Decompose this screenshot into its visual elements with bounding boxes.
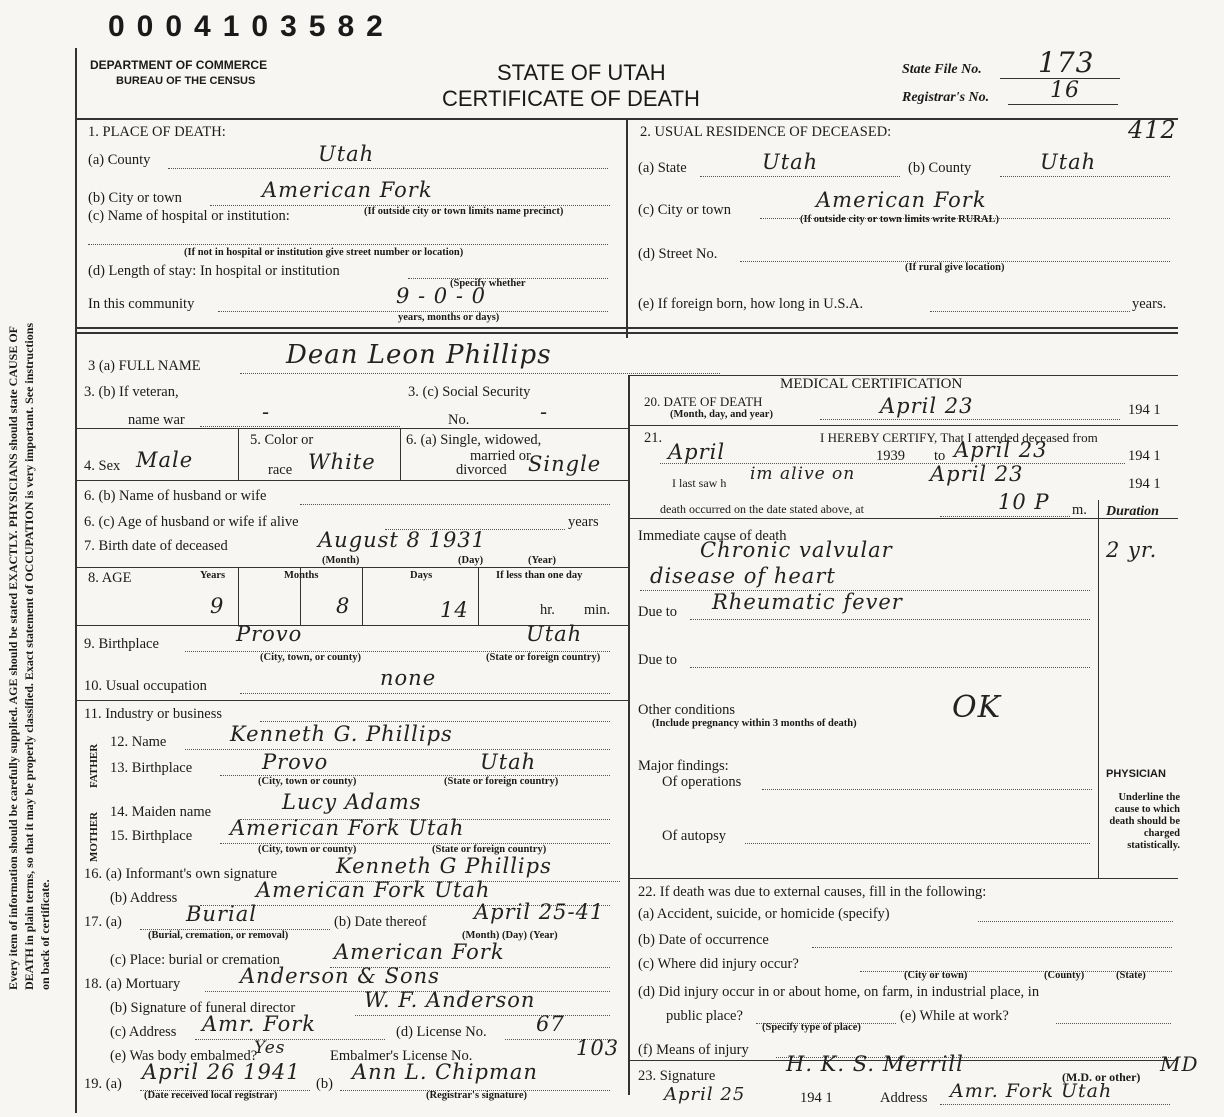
father-side-label: FATHER bbox=[88, 743, 100, 788]
s4-race-value: White bbox=[308, 450, 376, 474]
state-file-label: State File No. bbox=[902, 62, 982, 77]
s4-marital-label-1: 6. (a) Single, widowed, bbox=[406, 432, 542, 448]
s2-heading: 2. USUAL RESIDENCE OF DECEASED: bbox=[640, 124, 892, 140]
s19-label-a: 19. (a) bbox=[84, 1076, 122, 1092]
s4-husband-label: 6. (b) Name of husband or wife bbox=[84, 488, 267, 504]
medical-time-value: 10 P bbox=[998, 490, 1050, 514]
s8-months-hdr: Months bbox=[284, 570, 319, 581]
father-name-label: 12. Name bbox=[110, 734, 167, 750]
medical-duration-value: 2 yr. bbox=[1106, 538, 1158, 562]
s3-ss-label: 3. (c) Social Security bbox=[408, 384, 531, 400]
s18-director-label: (b) Signature of funeral director bbox=[110, 1000, 296, 1016]
s2-city-note: (If outside city or town limits write RURAL) bbox=[800, 214, 999, 225]
s2-corner-value: 412 bbox=[1128, 116, 1177, 144]
s3-ss-no-label: No. bbox=[448, 412, 470, 428]
s22-date-label: (b) Date of occurrence bbox=[638, 932, 769, 948]
s2-county-value: Utah bbox=[1040, 150, 1097, 174]
medical-to-value: April 23 bbox=[954, 438, 1048, 462]
father-bp-label: 13. Birthplace bbox=[110, 760, 193, 776]
medical-from-year: 1939 bbox=[876, 448, 905, 464]
father-bp-state: Utah bbox=[480, 750, 537, 774]
s17-label-a: 17. (a) bbox=[84, 914, 122, 930]
medical-other-label: Other conditions bbox=[638, 702, 736, 718]
s10-occupation-label: 10. Usual occupation bbox=[84, 678, 207, 694]
s2-county-label: (b) County bbox=[908, 160, 972, 176]
medical-date-sub: (Month, day, and year) bbox=[670, 409, 773, 420]
s16-address-label: (b) Address bbox=[110, 890, 178, 906]
medical-other-note: (Include pregnancy within 3 months of death) bbox=[652, 718, 857, 729]
s4-marital-label-2: married or bbox=[470, 448, 531, 464]
s1-county-value: Utah bbox=[318, 142, 375, 166]
medical-heading: MEDICAL CERTIFICATION bbox=[780, 376, 963, 392]
s10-occupation-value: none bbox=[380, 666, 437, 690]
s1-ymd-note: years, months or days) bbox=[398, 312, 500, 323]
s4-marital-value: Single bbox=[528, 452, 602, 476]
medical-due-to2-label: Due to bbox=[638, 652, 678, 668]
s22-heading: 22. If death was due to external causes, fill in the following: bbox=[638, 884, 987, 900]
medical-year-value: 194 1 bbox=[1128, 402, 1161, 418]
title-line-2: CERTIFICATE OF DEATH bbox=[442, 86, 700, 111]
s18-mortuary-value: Anderson & Sons bbox=[240, 964, 440, 988]
father-city-note: (City, town or county) bbox=[258, 776, 357, 787]
s23-year-value: 194 1 bbox=[800, 1090, 833, 1106]
s17-date-label: (b) Date thereof bbox=[334, 914, 427, 930]
s2-state-value: Utah bbox=[762, 150, 819, 174]
s18-embalmer-value: 103 bbox=[576, 1036, 620, 1060]
title-line-1: STATE OF UTAH bbox=[497, 60, 666, 85]
s23-sig-value: H. K. S. Merrill bbox=[786, 1052, 964, 1076]
s3-ss-value: - bbox=[540, 400, 549, 424]
s4-year-lbl: (Year) bbox=[528, 555, 556, 566]
s17-burial-note: (Burial, cremation, or removal) bbox=[148, 930, 289, 941]
s1-community-value: 9 - 0 - 0 bbox=[396, 284, 486, 308]
s19-received-note: (Date received local registrar) bbox=[144, 1090, 278, 1101]
s3-full-name-value: Dean Leon Phillips bbox=[286, 340, 552, 370]
s17-mdy-note: (Month) (Day) (Year) bbox=[462, 930, 558, 941]
s4-age-spouse-years: years bbox=[568, 514, 599, 530]
s8-min: min. bbox=[584, 602, 611, 618]
s23-md-value: MD bbox=[1160, 1052, 1199, 1076]
father-bp-city: Provo bbox=[262, 750, 329, 774]
s8-hr: hr. bbox=[540, 602, 555, 618]
s18-director-value: W. F. Anderson bbox=[364, 988, 536, 1012]
medical-immediate-value-1: Chronic valvular bbox=[700, 538, 893, 562]
s2-street-label: (d) Street No. bbox=[638, 246, 718, 262]
registrar-value: 16 bbox=[1050, 78, 1080, 103]
medical-date-label: 20. DATE OF DEATH bbox=[644, 394, 763, 409]
s8-age-label: 8. AGE bbox=[88, 570, 132, 586]
medical-due-to-value: Rheumatic fever bbox=[712, 590, 903, 614]
s17-burial-value: Burial bbox=[186, 902, 257, 926]
registrar-label: Registrar's No. bbox=[902, 90, 990, 105]
mother-bp-value: American Fork Utah bbox=[230, 816, 465, 840]
medical-last-saw-date: April 23 bbox=[930, 462, 1024, 486]
s2-years-label: years. bbox=[1132, 296, 1167, 312]
medical-date-value: April 23 bbox=[880, 394, 974, 418]
serial-number: 0004103582 bbox=[108, 10, 395, 43]
s2-street-note: (If rural give location) bbox=[905, 262, 1005, 273]
s9-birthplace-city: Provo bbox=[236, 622, 303, 646]
s18-address-value: Amr. Fork bbox=[202, 1012, 316, 1036]
s8-years: 9 bbox=[210, 594, 225, 618]
s9-state-note: (State or foreign country) bbox=[486, 652, 601, 663]
s3-veteran-label: 3. (b) If veteran, bbox=[84, 384, 179, 400]
s16-informant-value: Kenneth G Phillips bbox=[336, 854, 552, 878]
mother-bp-label: 15. Birthplace bbox=[110, 828, 193, 844]
s19-received-value: April 26 1941 bbox=[142, 1060, 301, 1084]
s4-birth-label: 7. Birth date of deceased bbox=[84, 538, 228, 554]
s17-place-label: (c) Place: burial or cremation bbox=[110, 952, 280, 968]
s18-embalmed-value: Yes bbox=[254, 1038, 286, 1058]
medical-to-year: 194 1 bbox=[1128, 448, 1161, 464]
s22-means-label: (f) Means of injury bbox=[638, 1042, 749, 1058]
state-file-value: 173 bbox=[1038, 46, 1095, 79]
s4-month-lbl: (Month) bbox=[322, 555, 360, 566]
medical-n21: 21. bbox=[644, 430, 663, 446]
s2-state-label: (a) State bbox=[638, 160, 687, 176]
s4-day-lbl: (Day) bbox=[458, 555, 484, 566]
mother-side-label: MOTHER bbox=[88, 811, 100, 862]
s23-md-label: (M.D. or other) bbox=[1062, 1070, 1141, 1084]
s3-war-label: name war bbox=[128, 412, 185, 428]
mother-maiden-label: 14. Maiden name bbox=[110, 804, 212, 820]
s8-months: 8 bbox=[336, 594, 351, 618]
s23-sig-label: 23. Signature bbox=[638, 1068, 716, 1084]
medical-autopsy-label: Of autopsy bbox=[662, 828, 727, 844]
medical-m-label: m. bbox=[1072, 502, 1087, 518]
s22-work-label: (e) While at work? bbox=[900, 1008, 1009, 1024]
s18-embalmer-label: Embalmer's License No. bbox=[330, 1048, 473, 1064]
medical-last-saw-value: im alive on bbox=[750, 464, 856, 484]
mother-state-note: (State or foreign country) bbox=[432, 844, 547, 855]
s1-street-note: (If not in hospital or institution give street number or location) bbox=[184, 247, 464, 258]
s18-license-value: 67 bbox=[536, 1012, 565, 1036]
s1-hospital-label: (c) Name of hospital or institution: bbox=[88, 208, 290, 224]
s2-city-value: American Fork bbox=[816, 188, 987, 212]
dept-line-1: DEPARTMENT OF COMMERCE bbox=[90, 58, 268, 72]
s1-county-label: (a) County bbox=[88, 152, 151, 168]
s22-public-label: public place? bbox=[666, 1008, 743, 1024]
s17-place-value: American Fork bbox=[334, 940, 505, 964]
s4-birth-value: August 8 1931 bbox=[318, 528, 487, 552]
s8-days-hdr: Days bbox=[410, 570, 433, 581]
medical-from-value: April bbox=[668, 440, 726, 464]
s19-registrar-value: Ann L. Chipman bbox=[352, 1060, 538, 1084]
medical-operations-label: Of operations bbox=[662, 774, 742, 790]
s22-specify-note: (Specify type of place) bbox=[762, 1022, 861, 1033]
medical-last-saw-label: I last saw h bbox=[672, 476, 727, 490]
s4-race-label: race bbox=[268, 462, 293, 478]
s23-address-label: Address bbox=[880, 1090, 928, 1106]
s4-color-label: 5. Color or bbox=[250, 432, 314, 448]
medical-other-value: OK bbox=[952, 690, 1002, 725]
s1-city-value: American Fork bbox=[262, 178, 433, 202]
s2-foreign-label: (e) If foreign born, how long in U.S.A. bbox=[638, 296, 864, 312]
s16-address-value: American Fork Utah bbox=[256, 878, 491, 902]
s4-sex-label: 4. Sex bbox=[84, 458, 121, 474]
s1-hospital-note: (If outside city or town limits name precinct) bbox=[364, 206, 564, 217]
s22-accident-label: (a) Accident, suicide, or homicide (specify) bbox=[638, 906, 890, 922]
s4-sex-value: Male bbox=[136, 448, 194, 472]
s18-embalmed-label: (e) Was body embalmed? bbox=[110, 1048, 258, 1064]
s22-home-label: (d) Did injury occur in or about home, on farm, in industrial place, in bbox=[638, 984, 1040, 1000]
s1-heading: 1. PLACE OF DEATH: bbox=[88, 124, 226, 140]
s1-city-label: (b) City or town bbox=[88, 190, 182, 206]
medical-major-label: Major findings: bbox=[638, 758, 729, 774]
s3-full-name-label: 3 (a) FULL NAME bbox=[88, 358, 201, 374]
s1-stay-label: (d) Length of stay: In hospital or institution bbox=[88, 263, 340, 279]
s22-where-label: (c) Where did injury occur? bbox=[638, 956, 799, 972]
s8-days: 14 bbox=[440, 598, 469, 622]
s18-license-label: (d) License No. bbox=[396, 1024, 487, 1040]
mother-city-note: (City, town or county) bbox=[258, 844, 357, 855]
s23-date-value: April 25 bbox=[664, 1084, 746, 1105]
s19-registrar-note: (Registrar's signature) bbox=[426, 1090, 527, 1101]
medical-to-label: to bbox=[934, 448, 946, 464]
s18-mortuary-label: 18. (a) Mortuary bbox=[84, 976, 181, 992]
s9-birthplace-label: 9. Birthplace bbox=[84, 636, 159, 652]
s9-city-note: (City, town, or county) bbox=[260, 652, 362, 663]
s11-industry-label: 11. Industry or business bbox=[84, 706, 223, 722]
s3-war-value: - bbox=[262, 400, 271, 424]
s19-label-b: (b) bbox=[316, 1076, 333, 1092]
s16-informant-label: 16. (a) Informant's own signature bbox=[84, 866, 278, 882]
medical-immediate-label: Immediate cause of death bbox=[638, 528, 787, 544]
mother-maiden-value: Lucy Adams bbox=[282, 790, 422, 814]
instructions-line-3: on back of certificate. bbox=[38, 879, 52, 990]
s1-specify-note: (Specify whether bbox=[450, 278, 526, 289]
s18-address-label: (c) Address bbox=[110, 1024, 177, 1040]
s4-age-spouse-label: 6. (c) Age of husband or wife if alive bbox=[84, 514, 299, 530]
medical-last-saw-year: 194 1 bbox=[1128, 476, 1161, 492]
s8-lt-day-hdr: If less than one day bbox=[496, 570, 583, 581]
s17-date-value: April 25-41 bbox=[474, 900, 605, 924]
medical-immediate-value-2: disease of heart bbox=[650, 564, 836, 588]
medical-due-to-label: Due to bbox=[638, 604, 678, 620]
instructions-line-2: DEATH in plain terms, so that it may be properly classified. Exact statement of OCCUPATION is very important. See instructions bbox=[22, 322, 36, 990]
dept-line-2: BUREAU OF THE CENSUS bbox=[116, 75, 256, 87]
father-state-note: (State or foreign country) bbox=[444, 776, 559, 787]
medical-death-occurred-label: death occurred on the date stated above, at bbox=[660, 502, 864, 516]
s22-city-note: (City or town) bbox=[904, 970, 968, 981]
s2-city-label: (c) City or town bbox=[638, 202, 732, 218]
s22-county-note: (County) bbox=[1044, 970, 1085, 981]
medical-underline-note: Underline the cause to which death should be charged statistically. bbox=[1109, 792, 1180, 851]
instructions-line-1: Every item of information should be carefully supplied. AGE should be stated EXACTLY. PHYSICIANS should state CAUSE OF bbox=[6, 326, 20, 990]
s23-address-value: Amr. Fork Utah bbox=[950, 1080, 1113, 1102]
s1-community-label: In this community bbox=[88, 296, 195, 312]
medical-certify-text: I HEREBY CERTIFY, That I attended deceased from bbox=[820, 430, 1098, 445]
medical-duration-label: Duration bbox=[1106, 504, 1159, 519]
s8-years-hdr: Years bbox=[200, 570, 226, 581]
medical-physician-label: PHYSICIAN bbox=[1106, 768, 1166, 780]
s4-marital-label-3: divorced bbox=[456, 462, 507, 478]
s22-state-note: (State) bbox=[1116, 970, 1146, 981]
s9-birthplace-state: Utah bbox=[526, 622, 583, 646]
father-name-value: Kenneth G. Phillips bbox=[230, 722, 453, 746]
